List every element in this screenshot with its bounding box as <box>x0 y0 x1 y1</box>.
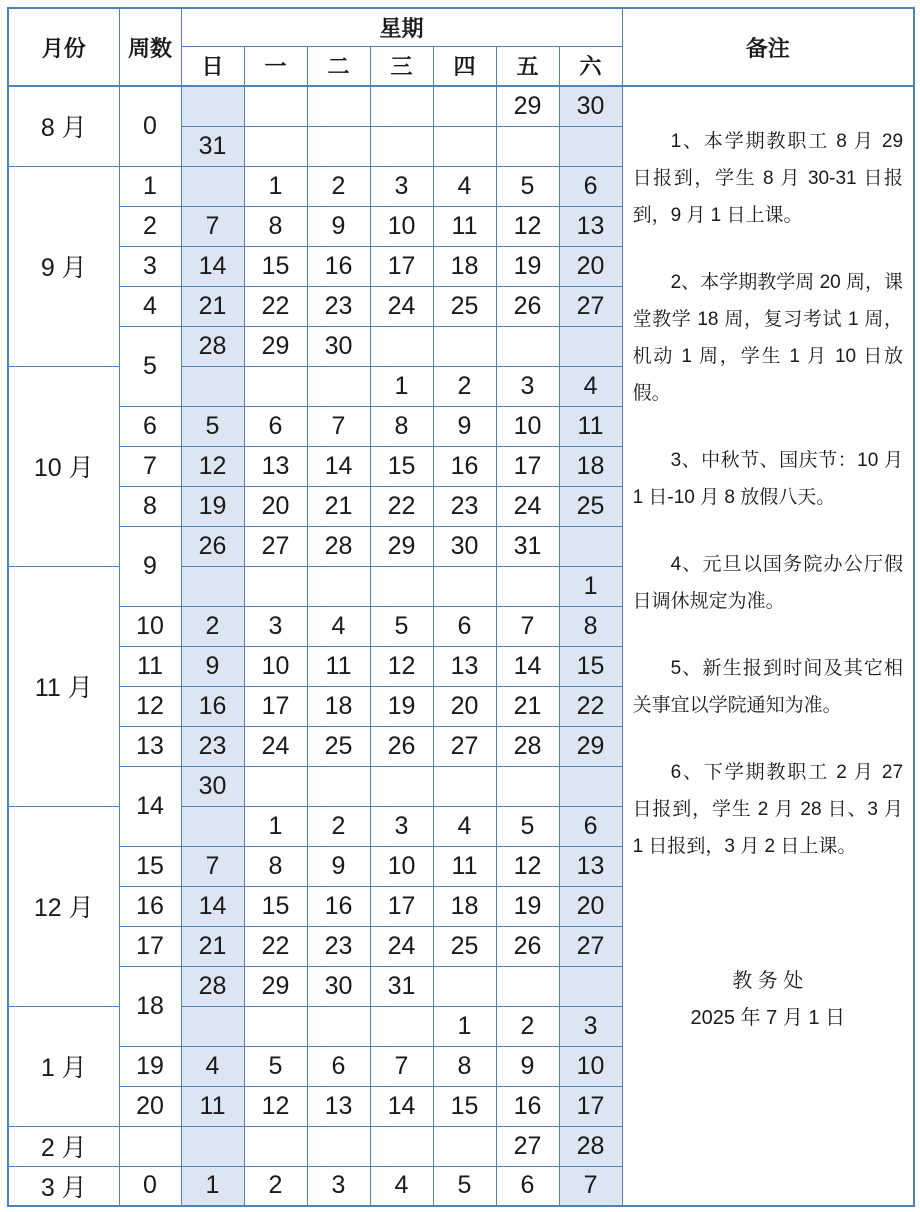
notes-cell <box>622 86 914 1206</box>
day-cell: 20 <box>433 686 496 726</box>
day-cell: 7 <box>181 846 244 886</box>
day-cell: 16 <box>307 886 370 926</box>
calendar-row <box>8 86 914 126</box>
day-cell <box>307 766 370 806</box>
day-cell: 12 <box>496 206 559 246</box>
week-number-cell: 10 <box>119 606 181 646</box>
day-cell <box>370 1126 433 1166</box>
day-cell: 5 <box>244 1046 307 1086</box>
day-cell: 28 <box>181 966 244 1006</box>
day-cell: 15 <box>244 246 307 286</box>
day-cell <box>433 1126 496 1166</box>
day-cell <box>244 1126 307 1166</box>
day-cell: 24 <box>244 726 307 766</box>
day-cell: 31 <box>181 126 244 166</box>
day-cell <box>496 126 559 166</box>
day-cell: 12 <box>244 1086 307 1126</box>
week-number-cell: 16 <box>119 886 181 926</box>
day-cell: 1 <box>181 1166 244 1206</box>
week-number-cell: 0 <box>119 86 181 166</box>
day-cell: 19 <box>181 486 244 526</box>
note-item: 1、本学期教职工 8 月 29 日报到，学生 8 月 30-31 日报到，9 月 1 日上课。 <box>632 131 904 226</box>
week-number-cell: 1 <box>119 166 181 206</box>
day-cell: 17 <box>559 1086 622 1126</box>
week-number-cell: 8 <box>119 486 181 526</box>
day-cell: 25 <box>433 286 496 326</box>
week-number-cell: 13 <box>119 726 181 766</box>
day-cell: 17 <box>244 686 307 726</box>
day-cell <box>244 1006 307 1046</box>
day-cell: 9 <box>307 206 370 246</box>
header-row-top <box>8 8 914 46</box>
day-cell: 4 <box>433 806 496 846</box>
day-cell: 28 <box>559 1126 622 1166</box>
day-cell: 14 <box>496 646 559 686</box>
day-cell: 6 <box>496 1166 559 1206</box>
week-number-cell: 0 <box>119 1166 181 1206</box>
day-cell: 9 <box>307 846 370 886</box>
day-cell: 14 <box>370 1086 433 1126</box>
day-cell: 9 <box>433 406 496 446</box>
day-cell: 31 <box>496 526 559 566</box>
day-cell: 15 <box>244 886 307 926</box>
day-cell: 13 <box>307 1086 370 1126</box>
day-cell: 3 <box>370 806 433 846</box>
week-number-cell: 17 <box>119 926 181 966</box>
day-cell: 10 <box>559 1046 622 1086</box>
day-cell: 6 <box>244 406 307 446</box>
day-cell: 8 <box>244 206 307 246</box>
weekday-header: 四 <box>433 46 496 86</box>
day-cell: 18 <box>559 446 622 486</box>
day-cell: 27 <box>559 926 622 966</box>
day-cell: 18 <box>433 886 496 926</box>
day-cell: 3 <box>244 606 307 646</box>
day-cell <box>370 566 433 606</box>
day-cell: 7 <box>181 206 244 246</box>
day-cell: 31 <box>370 966 433 1006</box>
day-cell: 29 <box>370 526 433 566</box>
note-item: 6、下学期教职工 2 月 27 日报到，学生 2 月 28 日、3 月 1 日报到，3 月 2 日上课。 <box>632 762 904 857</box>
day-cell <box>433 126 496 166</box>
day-cell: 1 <box>244 806 307 846</box>
day-cell: 20 <box>244 486 307 526</box>
day-cell: 28 <box>307 526 370 566</box>
day-cell: 2 <box>307 806 370 846</box>
day-cell: 21 <box>307 486 370 526</box>
week-number-cell: 6 <box>119 406 181 446</box>
day-cell: 28 <box>181 326 244 366</box>
week-number-cell: 2 <box>119 206 181 246</box>
week-number-cell: 4 <box>119 286 181 326</box>
week-number-cell: 14 <box>119 766 181 846</box>
day-cell <box>496 566 559 606</box>
day-cell: 9 <box>496 1046 559 1086</box>
day-cell <box>559 126 622 166</box>
day-cell: 17 <box>370 886 433 926</box>
day-cell: 29 <box>244 326 307 366</box>
day-cell: 12 <box>496 846 559 886</box>
day-cell <box>181 566 244 606</box>
day-cell <box>370 766 433 806</box>
day-cell: 17 <box>370 246 433 286</box>
day-cell: 3 <box>370 166 433 206</box>
day-cell: 30 <box>433 526 496 566</box>
note-item: 5、新生报到时间及其它相关事宜以学院通知为准。 <box>632 658 904 716</box>
week-number-cell: 19 <box>119 1046 181 1086</box>
day-cell: 19 <box>496 886 559 926</box>
day-cell <box>244 126 307 166</box>
day-cell: 13 <box>244 446 307 486</box>
day-cell <box>181 366 244 406</box>
day-cell: 6 <box>559 806 622 846</box>
day-cell: 20 <box>559 886 622 926</box>
day-cell: 7 <box>307 406 370 446</box>
day-cell: 6 <box>559 166 622 206</box>
day-cell <box>370 86 433 126</box>
day-cell: 19 <box>496 246 559 286</box>
day-cell <box>496 766 559 806</box>
day-cell: 1 <box>244 166 307 206</box>
day-cell: 19 <box>370 686 433 726</box>
day-cell: 3 <box>307 1166 370 1206</box>
note-item: 4、元旦以国务院办公厅假日调休规定为准。 <box>632 554 904 612</box>
day-cell <box>244 366 307 406</box>
day-cell: 14 <box>181 886 244 926</box>
day-cell <box>244 766 307 806</box>
day-cell: 21 <box>496 686 559 726</box>
day-cell: 25 <box>433 926 496 966</box>
day-cell: 2 <box>181 606 244 646</box>
day-cell: 29 <box>559 726 622 766</box>
day-cell: 23 <box>307 286 370 326</box>
day-cell <box>559 766 622 806</box>
day-cell: 15 <box>559 646 622 686</box>
day-cell: 5 <box>496 806 559 846</box>
day-cell: 13 <box>559 846 622 886</box>
day-cell: 24 <box>370 926 433 966</box>
day-cell: 10 <box>244 646 307 686</box>
note-item: 3、中秋节、国庆节：10 月 1 日-10 月 8 放假八天。 <box>632 450 904 508</box>
day-cell <box>307 126 370 166</box>
month-cell: 2 月 <box>8 1126 119 1166</box>
weekday-header: 五 <box>496 46 559 86</box>
day-cell: 30 <box>307 326 370 366</box>
notes-content <box>623 87 914 1037</box>
day-cell <box>244 566 307 606</box>
day-cell <box>559 966 622 1006</box>
day-cell: 21 <box>181 286 244 326</box>
day-cell: 10 <box>370 846 433 886</box>
day-cell: 15 <box>433 1086 496 1126</box>
day-cell: 27 <box>244 526 307 566</box>
day-cell <box>559 326 622 366</box>
day-cell: 12 <box>181 446 244 486</box>
day-cell <box>181 166 244 206</box>
day-cell: 11 <box>307 646 370 686</box>
day-cell: 2 <box>244 1166 307 1206</box>
day-cell <box>307 566 370 606</box>
month-cell: 8 月 <box>8 86 119 166</box>
day-cell: 7 <box>496 606 559 646</box>
day-cell: 26 <box>370 726 433 766</box>
day-cell <box>433 326 496 366</box>
day-cell <box>370 1006 433 1046</box>
day-cell: 10 <box>496 406 559 446</box>
day-cell: 30 <box>307 966 370 1006</box>
day-cell: 14 <box>307 446 370 486</box>
day-cell: 4 <box>559 366 622 406</box>
month-cell: 11 月 <box>8 566 119 806</box>
week-number-cell: 3 <box>119 246 181 286</box>
day-cell <box>307 1006 370 1046</box>
day-cell: 29 <box>496 86 559 126</box>
day-cell: 5 <box>496 166 559 206</box>
day-cell <box>181 1126 244 1166</box>
day-cell: 11 <box>181 1086 244 1126</box>
day-cell: 4 <box>370 1166 433 1206</box>
week-number-cell: 9 <box>119 526 181 606</box>
day-cell: 12 <box>370 646 433 686</box>
weekday-header: 二 <box>307 46 370 86</box>
day-cell: 11 <box>433 206 496 246</box>
day-cell: 24 <box>370 286 433 326</box>
day-cell: 7 <box>370 1046 433 1086</box>
notes-signature: 教 务 处 <box>732 970 804 992</box>
day-cell: 25 <box>559 486 622 526</box>
day-cell: 2 <box>307 166 370 206</box>
day-cell: 3 <box>496 366 559 406</box>
day-cell: 1 <box>559 566 622 606</box>
day-cell: 6 <box>307 1046 370 1086</box>
day-cell: 26 <box>496 926 559 966</box>
day-cell: 23 <box>307 926 370 966</box>
day-cell: 8 <box>370 406 433 446</box>
day-cell: 27 <box>496 1126 559 1166</box>
day-cell: 7 <box>559 1166 622 1206</box>
day-cell <box>181 806 244 846</box>
week-number-cell: 11 <box>119 646 181 686</box>
day-cell: 26 <box>181 526 244 566</box>
day-cell: 10 <box>370 206 433 246</box>
day-cell: 13 <box>433 646 496 686</box>
day-cell: 20 <box>559 246 622 286</box>
day-cell: 8 <box>433 1046 496 1086</box>
month-cell: 10 月 <box>8 366 119 566</box>
academic-calendar-table <box>7 7 915 1207</box>
day-cell: 18 <box>433 246 496 286</box>
weekday-group-header: 星期 <box>181 8 622 46</box>
day-cell <box>433 966 496 1006</box>
day-cell: 1 <box>433 1006 496 1046</box>
day-cell: 9 <box>181 646 244 686</box>
day-cell: 4 <box>181 1046 244 1086</box>
day-cell: 22 <box>244 286 307 326</box>
day-cell: 2 <box>496 1006 559 1046</box>
day-cell: 23 <box>433 486 496 526</box>
day-cell <box>307 1126 370 1166</box>
month-cell: 12 月 <box>8 806 119 1006</box>
day-cell: 4 <box>307 606 370 646</box>
day-cell: 16 <box>307 246 370 286</box>
day-cell: 30 <box>559 86 622 126</box>
month-cell: 1 月 <box>8 1006 119 1126</box>
day-cell: 27 <box>559 286 622 326</box>
week-number-cell <box>119 1126 181 1166</box>
day-cell: 14 <box>181 246 244 286</box>
day-cell <box>307 366 370 406</box>
weekday-header: 六 <box>559 46 622 86</box>
day-cell: 6 <box>433 606 496 646</box>
day-cell: 1 <box>370 366 433 406</box>
week-number-cell: 5 <box>119 326 181 406</box>
week-number-cell: 18 <box>119 966 181 1046</box>
day-cell: 15 <box>370 446 433 486</box>
notes-column-header: 备注 <box>622 8 914 86</box>
day-cell: 2 <box>433 366 496 406</box>
month-cell: 3 月 <box>8 1166 119 1206</box>
day-cell <box>181 1006 244 1046</box>
day-cell: 17 <box>496 446 559 486</box>
day-cell: 4 <box>433 166 496 206</box>
day-cell: 25 <box>307 726 370 766</box>
day-cell: 23 <box>181 726 244 766</box>
note-item: 2、本学期教学周 20 周，课堂教学 18 周，复习考试 1 周，机动 1 周，学生 1 月 10 日放假。 <box>632 272 904 404</box>
day-cell <box>433 86 496 126</box>
day-cell: 28 <box>496 726 559 766</box>
day-cell <box>496 966 559 1006</box>
week-number-cell: 20 <box>119 1086 181 1126</box>
day-cell: 5 <box>433 1166 496 1206</box>
day-cell: 13 <box>559 206 622 246</box>
day-cell: 18 <box>307 686 370 726</box>
day-cell: 30 <box>181 766 244 806</box>
week-number-cell: 7 <box>119 446 181 486</box>
day-cell <box>370 126 433 166</box>
day-cell <box>181 86 244 126</box>
day-cell: 5 <box>370 606 433 646</box>
day-cell: 22 <box>559 686 622 726</box>
day-cell: 16 <box>496 1086 559 1126</box>
day-cell: 16 <box>433 446 496 486</box>
week-number-cell: 12 <box>119 686 181 726</box>
day-cell <box>244 86 307 126</box>
day-cell <box>433 566 496 606</box>
day-cell: 11 <box>559 406 622 446</box>
weeks-column-header: 周数 <box>119 8 181 86</box>
day-cell: 26 <box>496 286 559 326</box>
month-column-header: 月份 <box>8 8 119 86</box>
weekday-header: 三 <box>370 46 433 86</box>
day-cell: 8 <box>559 606 622 646</box>
day-cell <box>370 326 433 366</box>
day-cell <box>433 766 496 806</box>
day-cell: 8 <box>244 846 307 886</box>
day-cell: 5 <box>181 406 244 446</box>
day-cell: 21 <box>181 926 244 966</box>
day-cell: 3 <box>559 1006 622 1046</box>
day-cell: 22 <box>244 926 307 966</box>
weekday-header: 日 <box>181 46 244 86</box>
notes-date: 2025 年 7 月 1 日 <box>690 1007 846 1029</box>
day-cell: 16 <box>181 686 244 726</box>
weekday-header: 一 <box>244 46 307 86</box>
day-cell: 11 <box>433 846 496 886</box>
day-cell <box>307 86 370 126</box>
day-cell <box>559 526 622 566</box>
month-cell: 9 月 <box>8 166 119 366</box>
day-cell: 22 <box>370 486 433 526</box>
day-cell: 24 <box>496 486 559 526</box>
week-number-cell: 15 <box>119 846 181 886</box>
day-cell <box>496 326 559 366</box>
day-cell: 27 <box>433 726 496 766</box>
day-cell: 29 <box>244 966 307 1006</box>
